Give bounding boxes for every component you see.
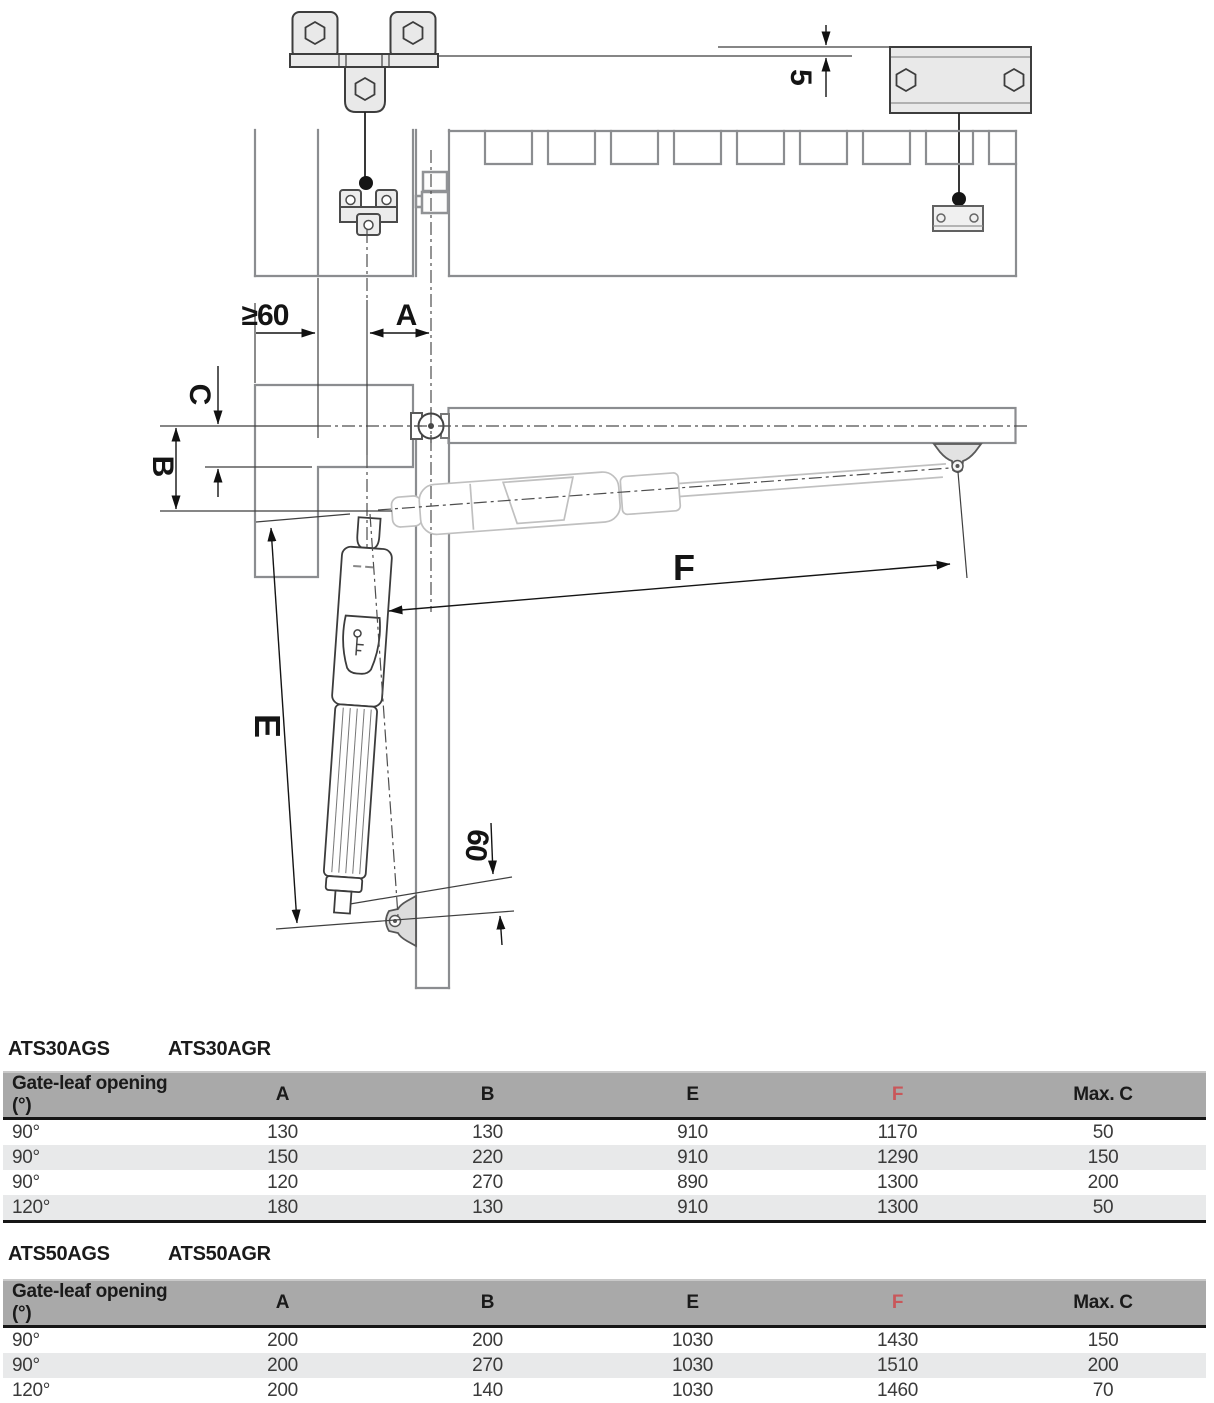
table-cell: 130: [472, 1121, 503, 1143]
axes-and-extension-lines: [160, 150, 1030, 929]
table-cell: 180: [180, 1195, 385, 1222]
table-cell: 90°: [12, 1121, 40, 1143]
column-header: B: [385, 1072, 590, 1119]
table-row: [3, 1327, 1206, 1354]
table-cell: 220: [472, 1146, 503, 1168]
gate-picket-pattern: [485, 131, 1016, 164]
table-cell: 150: [1087, 1146, 1119, 1168]
table-cell: 1030: [671, 1329, 714, 1351]
dimension-label-e: E: [247, 713, 288, 739]
column-header: F: [795, 1072, 1000, 1119]
rear-bracket-front-view: [890, 47, 1031, 231]
column-header: A: [180, 1072, 385, 1119]
table-cell: 1290: [876, 1146, 919, 1168]
fence-elevation: [255, 130, 1016, 276]
dimensions: [146, 299, 950, 945]
table-cell: 1510: [876, 1354, 919, 1376]
dimension-label-c: C: [183, 383, 216, 405]
model-name: ATS30AGS: [8, 1038, 110, 1060]
table-cell: 200: [180, 1378, 385, 1403]
column-header: F: [795, 1280, 1000, 1327]
table-cell: 1300: [876, 1171, 919, 1193]
column-header: Max. C: [1000, 1280, 1206, 1327]
model-name: ATS50AGR: [168, 1243, 271, 1265]
dimension-label-a: A: [395, 299, 417, 332]
table-cell: 130: [385, 1195, 590, 1222]
column-header: A: [180, 1280, 385, 1327]
table-cell: 90°: [12, 1329, 40, 1351]
table-cell: 140: [385, 1378, 590, 1403]
table-row: [3, 1378, 1206, 1403]
table-cell: 50: [1000, 1195, 1206, 1222]
model-titles-ats30: [0, 1038, 1206, 1060]
column-header: Max. C: [1000, 1072, 1206, 1119]
table-cell: 200: [267, 1354, 298, 1376]
dimension-label-f: F: [673, 547, 695, 588]
column-header: Gate-leaf opening (°): [3, 1280, 180, 1327]
table-row: [3, 1195, 1206, 1222]
front-bracket-plan: [386, 896, 416, 946]
table-cell: 130: [267, 1121, 298, 1143]
model-name: ATS50AGS: [8, 1243, 110, 1265]
table-row: [3, 1119, 1206, 1146]
dimension-label-rod-margin: 60: [458, 827, 495, 863]
table-cell: 1430: [876, 1329, 919, 1351]
gate-hinge-elevation: [416, 172, 448, 213]
actuator-open-ghost: [390, 447, 948, 538]
table-cell: 50: [1092, 1121, 1114, 1143]
table-cell: 910: [677, 1121, 708, 1143]
table-row: [3, 1145, 1206, 1170]
table-cell: 270: [472, 1354, 503, 1376]
table-cell: 120°: [3, 1195, 180, 1222]
table-header-row: [3, 1072, 1206, 1119]
dimension-table-ats50: [3, 1279, 1206, 1403]
table-cell: 890: [677, 1171, 708, 1193]
table-row: [3, 1353, 1206, 1378]
offset-5-dimension: [784, 25, 826, 97]
actuator-closed: [317, 516, 395, 915]
table-cell: 120°: [3, 1378, 180, 1403]
dimension-label-5: 5: [784, 69, 817, 85]
column-header: B: [385, 1280, 590, 1327]
table-cell: 1460: [795, 1378, 1000, 1403]
table-cell: 90°: [12, 1354, 40, 1376]
gate-top-reference-lines: [438, 47, 890, 56]
column-header: E: [590, 1072, 795, 1119]
dimension-label-b: B: [146, 455, 179, 477]
table-cell: 120: [267, 1171, 298, 1193]
table-cell: 200: [1087, 1171, 1119, 1193]
model-name: ATS30AGR: [168, 1038, 271, 1060]
table-cell: 910: [677, 1146, 708, 1168]
model-titles-ats50: [0, 1243, 1206, 1265]
table-cell: 150: [1087, 1329, 1119, 1351]
dimension-table-ats30: [3, 1071, 1206, 1223]
table-cell: 90°: [12, 1171, 40, 1193]
table-cell: 1300: [795, 1195, 1000, 1222]
pillar-plan: [255, 385, 413, 577]
column-header: E: [590, 1280, 795, 1327]
table-cell: 1030: [671, 1354, 714, 1376]
leader-dot: [952, 192, 966, 206]
table-cell: 1170: [877, 1121, 918, 1143]
table-cell: 270: [472, 1171, 503, 1193]
pillar-fitting-top-view: [340, 190, 397, 235]
table-row: [3, 1170, 1206, 1195]
table-cell: 150: [267, 1146, 298, 1168]
table-cell: 1030: [590, 1378, 795, 1403]
table-cell: 70: [1000, 1378, 1206, 1403]
column-header: Gate-leaf opening (°): [3, 1072, 180, 1119]
leader-dot: [359, 176, 373, 190]
table-cell: 90°: [12, 1146, 40, 1168]
dimension-label-clearance: ≥60: [241, 299, 289, 332]
table-header-row: [3, 1280, 1206, 1327]
table-cell: 910: [590, 1195, 795, 1222]
table-cell: 200: [267, 1329, 298, 1351]
table-cell: 200: [1087, 1354, 1119, 1376]
table-cell: 200: [472, 1329, 503, 1351]
